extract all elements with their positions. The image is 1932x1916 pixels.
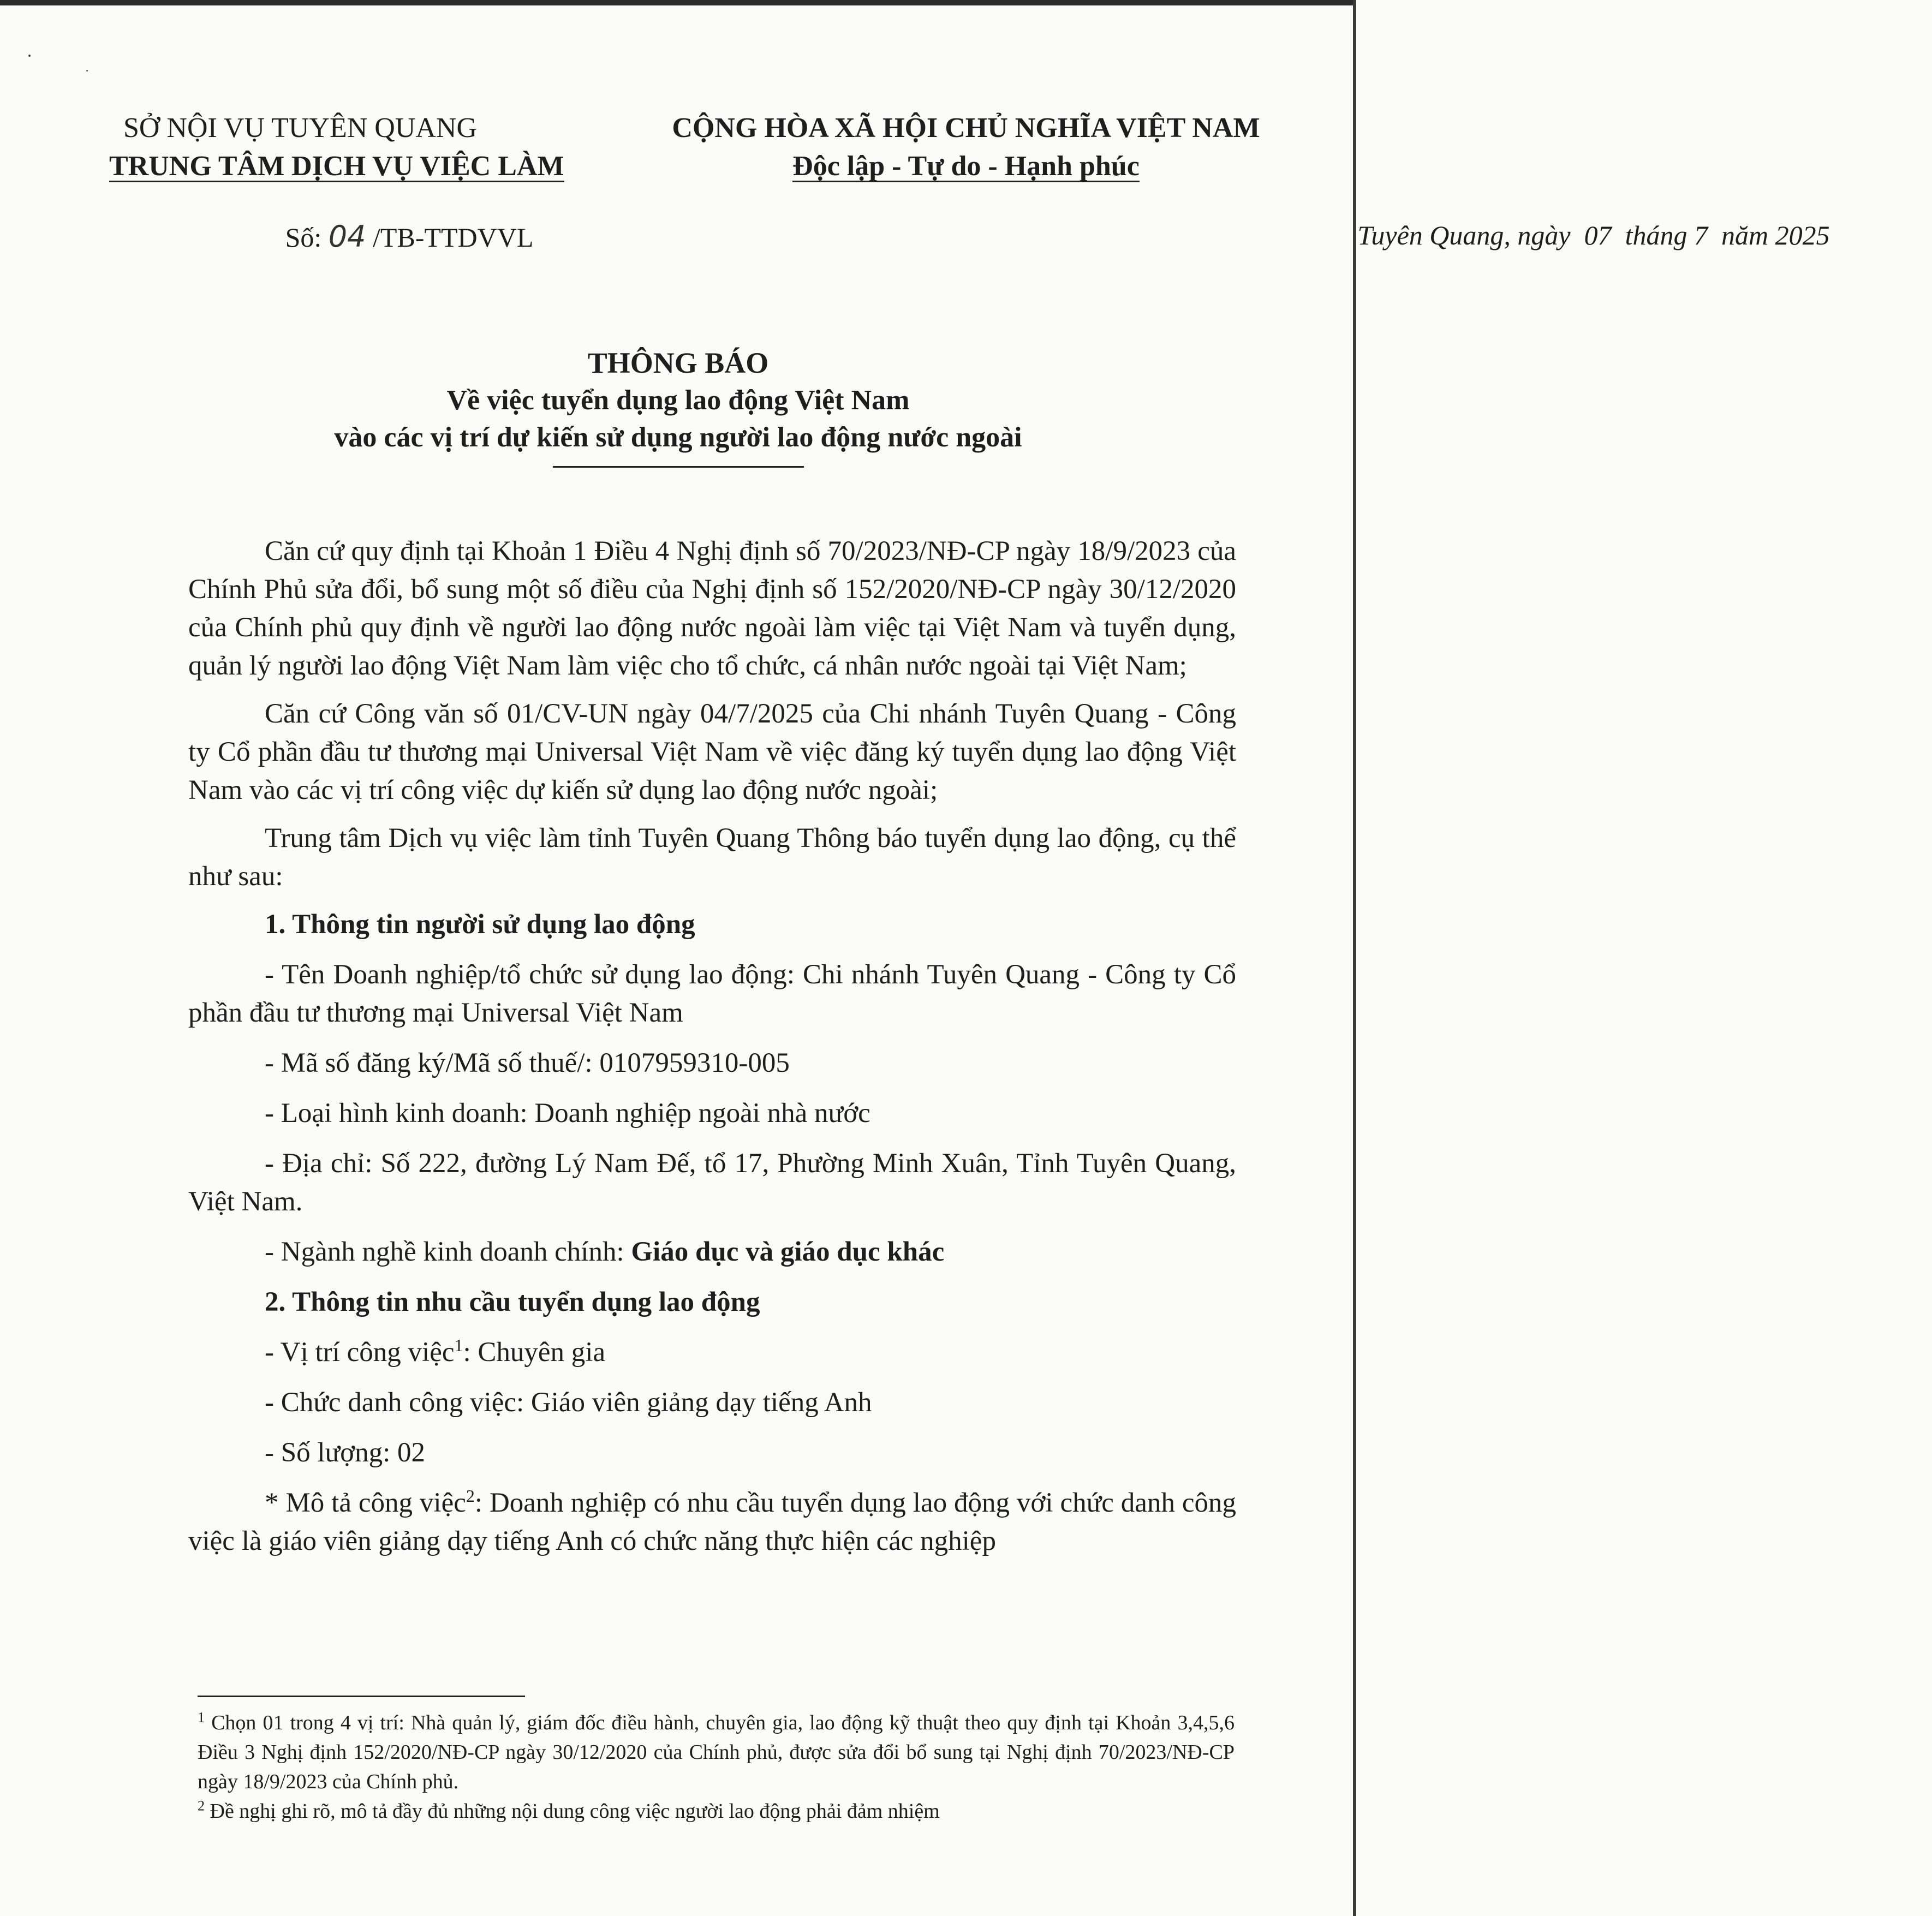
job-position-label: - Vị trí công việc xyxy=(265,1337,455,1368)
footnote-2-mark: 2 xyxy=(198,1798,205,1814)
document-title: THÔNG BÁO xyxy=(587,347,769,379)
agency-name-wrap xyxy=(109,147,564,186)
national-motto xyxy=(628,109,1830,250)
job-description-text: : Doanh nghiệp có nhu cầu tuyển dụng lao động với chức danh công việc là giáo viên giảng dạy tiếng Anh có chức năng thực hiện các nghiệp xyxy=(188,1488,1236,1556)
scan-edge xyxy=(0,0,1356,5)
motto: Độc lập - Tự do - Hạnh phúc xyxy=(792,151,1140,182)
footnote-1-mark: 1 xyxy=(198,1709,205,1726)
document-body xyxy=(188,532,1236,1572)
job-position-value: : Chuyên gia xyxy=(463,1337,606,1368)
footnote-1-text: Chọn 01 trong 4 vị trí: Nhà quản lý, giám đốc điều hành, chuyên gia, lao động kỹ thuật theo quy định tại Khoản 3,4,5,6 Điều 3 Nghị định 152/2020/NĐ-CP ngày 30/12/2020 của Chính phủ, được sửa đổi bổ sung tại Nghị định 70/2023/NĐ-CP ngày 18/9/2023 của Chính phủ. xyxy=(198,1711,1235,1793)
footnote-1 xyxy=(198,1708,1235,1796)
footnotes xyxy=(198,1708,1235,1826)
footnote-2 xyxy=(198,1796,1235,1826)
document-header xyxy=(0,109,1830,273)
company-name: - Tên Doanh nghiệp/tổ chức sử dụng lao động: Chi nhánh Tuyên Quang - Công ty Cổ phần đầu tư thương mại Universal Việt Nam xyxy=(188,959,1236,1028)
document-number-handwritten: 04 xyxy=(328,219,366,254)
title-divider xyxy=(553,466,804,468)
announcement-intro: Trung tâm Dịch vụ việc làm tỉnh Tuyên Quang Thông báo tuyển dụng lao động, cụ thể như sau: xyxy=(188,823,1236,892)
main-industry-value: Giáo dục và giáo dục khác xyxy=(631,1237,945,1267)
job-title: - Chức danh công việc: Giáo viên giảng dạy tiếng Anh xyxy=(265,1387,872,1418)
footnote-ref-1: 1 xyxy=(454,1335,463,1355)
document-subtitle-line1: Về việc tuyển dụng lao động Việt Nam xyxy=(446,385,910,416)
business-type: - Loại hình kinh doanh: Doanh nghiệp ngoài nhà nước xyxy=(265,1098,870,1129)
motto-wrap xyxy=(628,147,1304,186)
scan-speck xyxy=(86,70,88,71)
scan-edge xyxy=(1353,0,1356,1916)
country-name: CỘNG HÒA XÃ HỘI CHỦ NGHĨA VIỆT NAM xyxy=(672,112,1260,144)
document-title-block xyxy=(0,344,1356,468)
legal-basis-1: Căn cứ quy định tại Khoản 1 Điều 4 Nghị định số 70/2023/NĐ-CP ngày 18/9/2023 của Chính Phủ sửa đổi, bổ sung một số điều của Nghị định số 152/2020/NĐ-CP ngày 30/12/2020 của Chính phủ quy định về người lao động nước ngoài làm việc tại Việt Nam và tuyển dụng, quản lý người lao động Việt Nam làm việc cho tổ chức, cá nhân nước ngoài tại Việt Nam; xyxy=(188,536,1236,681)
main-industry xyxy=(188,1233,1236,1271)
document-number-prefix: Số: xyxy=(285,222,329,253)
footnote-2-text: Đề nghị ghi rõ, mô tả đầy đủ những nội dung công việc người lao động phải đảm nhiệm xyxy=(205,1800,940,1823)
company-address: - Địa chỉ: Số 222, đường Lý Nam Đế, tổ 17, Phường Minh Xuân, Tỉnh Tuyên Quang, Việt Nam. xyxy=(188,1148,1236,1217)
document-subtitle-line2: vào các vị trí dự kiến sử dụng người lao động nước ngoài xyxy=(334,422,1022,453)
job-description-label: * Mô tả công việc xyxy=(265,1488,466,1518)
job-description xyxy=(188,1484,1236,1560)
tax-code: - Mã số đăng ký/Mã số thuế/: 0107959310-005 xyxy=(265,1048,790,1078)
footnote-divider xyxy=(198,1696,525,1697)
scan-speck xyxy=(28,55,31,57)
quantity: - Số lượng: 02 xyxy=(265,1437,426,1468)
agency-name: TRUNG TÂM DỊCH VỤ VIỆC LÀM xyxy=(109,151,564,182)
main-industry-label: - Ngành nghề kinh doanh chính: xyxy=(265,1237,631,1267)
footnote-ref-2: 2 xyxy=(466,1486,475,1506)
place-date: Tuyên Quang, ngày 07 tháng 7 năm 2025 xyxy=(1357,220,1830,250)
section-recruitment-needs: 2. Thông tin nhu cầu tuyển dụng lao động xyxy=(265,1287,760,1317)
issuing-agency xyxy=(109,109,564,254)
parent-agency: SỞ NỘI VỤ TUYÊN QUANG xyxy=(123,112,478,144)
legal-basis-2: Căn cứ Công văn số 01/CV-UN ngày 04/7/2025 của Chi nhánh Tuyên Quang - Công ty Cổ phần đầu tư thương mại Universal Việt Nam về việc đăng ký tuyển dụng lao động Việt Nam vào các vị trí công việc dự kiến sử dụng lao động nước ngoài; xyxy=(188,699,1236,805)
job-position xyxy=(188,1333,1236,1371)
document-number-suffix: /TB-TTDVVL xyxy=(366,222,534,253)
document-number xyxy=(218,219,600,254)
section-employer-info: 1. Thông tin người sử dụng lao động xyxy=(265,909,695,940)
